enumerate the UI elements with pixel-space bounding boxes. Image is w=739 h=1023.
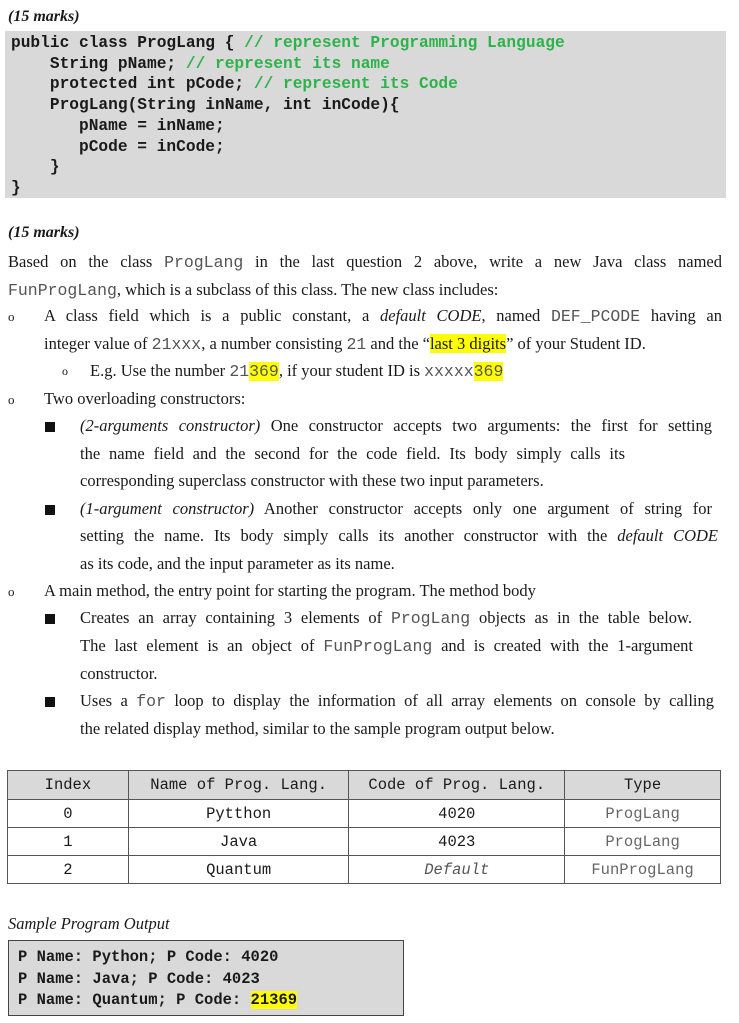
cell-type: ProgLang [565,800,721,828]
q1-code-block [5,31,726,198]
cell-type: ProgLang [565,828,721,856]
code-line: String pName; // represent its name [11,54,390,73]
code-line: protected int pCode; // represent its Code [11,75,458,94]
code-line: pCode = inCode; [11,137,225,156]
cell-name: Quantum [128,856,349,884]
output-line: P Name: Java; P Code: 4023 [18,969,260,988]
col-header-type: Type [565,771,721,800]
cell-name: Java [128,828,349,856]
code-line: } [11,178,21,197]
cell-code: 4023 [349,828,565,856]
b3b-line1: Uses a for loop to display the information of all array elements on console by calling [80,691,714,711]
code-line: ProgLang(String inName, int inCode){ [11,96,400,115]
b3a-line2: The last element is an object of FunProgLang and is created with the 1-argument [80,636,693,656]
cell-index: 1 [8,828,129,856]
sample-output-box [8,940,404,1016]
bullet-circle: o [62,364,68,378]
cell-index: 0 [8,800,129,828]
cell-type: FunProgLang [565,856,721,884]
b2b-line3: as its code, and the input parameter as its name. [80,554,395,573]
table-header-row [8,771,721,800]
q2-intro: Based on the class ProgLang in the last question 2 above, write a new Java class named FunProgLang, which is a subclass of this class. The new class includes: [8,252,722,301]
b3a-line1: Creates an array containing 3 elements of ProgLang objects as in the table below. [80,608,692,628]
bullet-square [45,505,55,515]
b2-line: Two overloading constructors: [44,389,246,408]
b3a-line3: constructor. [80,664,158,683]
cell-code: 4020 [349,800,565,828]
bullet-circle: o [8,309,15,324]
output-line: P Name: Python; P Code: 4020 [18,948,279,966]
cell-index: 2 [8,856,129,884]
bullet-circle: o [8,392,15,407]
bullet-square [45,614,55,624]
q2-marks: (15 marks) [8,224,80,241]
code-line: pName = inName; [11,116,225,135]
cell-code: Default [349,856,565,884]
b1-line2: integer value of 21xxx, a number consisting 21 and the “last 3 digits” of your Student ID. [44,334,646,354]
prog-lang-table [7,770,721,884]
b2b-line2: setting the name. Its body simply calls its another constructor with the default CODE [80,526,718,545]
b3-line: A main method, the entry point for starting the program. The method body [44,581,536,600]
col-header-code: Code of Prog. Lang. [349,771,565,800]
col-header-index: Index [8,771,129,800]
b3b-line2: the related display method, similar to the sample program output below. [80,719,555,738]
table-row [8,800,721,828]
q1-marks: (15 marks) [8,8,80,25]
b2b-line1: (1-argument constructor) Another constructor accepts only one argument of string for [80,499,712,518]
b2a-line1: (2-arguments constructor) One constructor accepts two arguments: the first for setting [80,416,712,435]
sample-output-title: Sample Program Output [8,914,170,933]
code-line: } [11,158,60,177]
output-line: P Name: Quantum; P Code: 21369 [18,991,298,1009]
table-row [8,856,721,884]
col-header-name: Name of Prog. Lang. [128,771,349,800]
table-row [8,828,721,856]
b1a-line: E.g. Use the number 21369, if your student ID is xxxxx369 [90,361,504,381]
b1-line1: A class field which is a public constant, a default CODE, named DEF_PCODE having an [44,306,723,326]
bullet-circle: o [8,584,15,599]
b2a-line2: the name field and the second for the code field. Its body simply calls its [80,444,625,463]
bullet-square [45,422,55,432]
b2a-line3: corresponding superclass constructor with these two input parameters. [80,471,544,490]
bullet-square [45,697,55,707]
cell-name: Pytthon [128,800,349,828]
code-line: public class ProgLang { // represent Programming Language [11,34,565,52]
